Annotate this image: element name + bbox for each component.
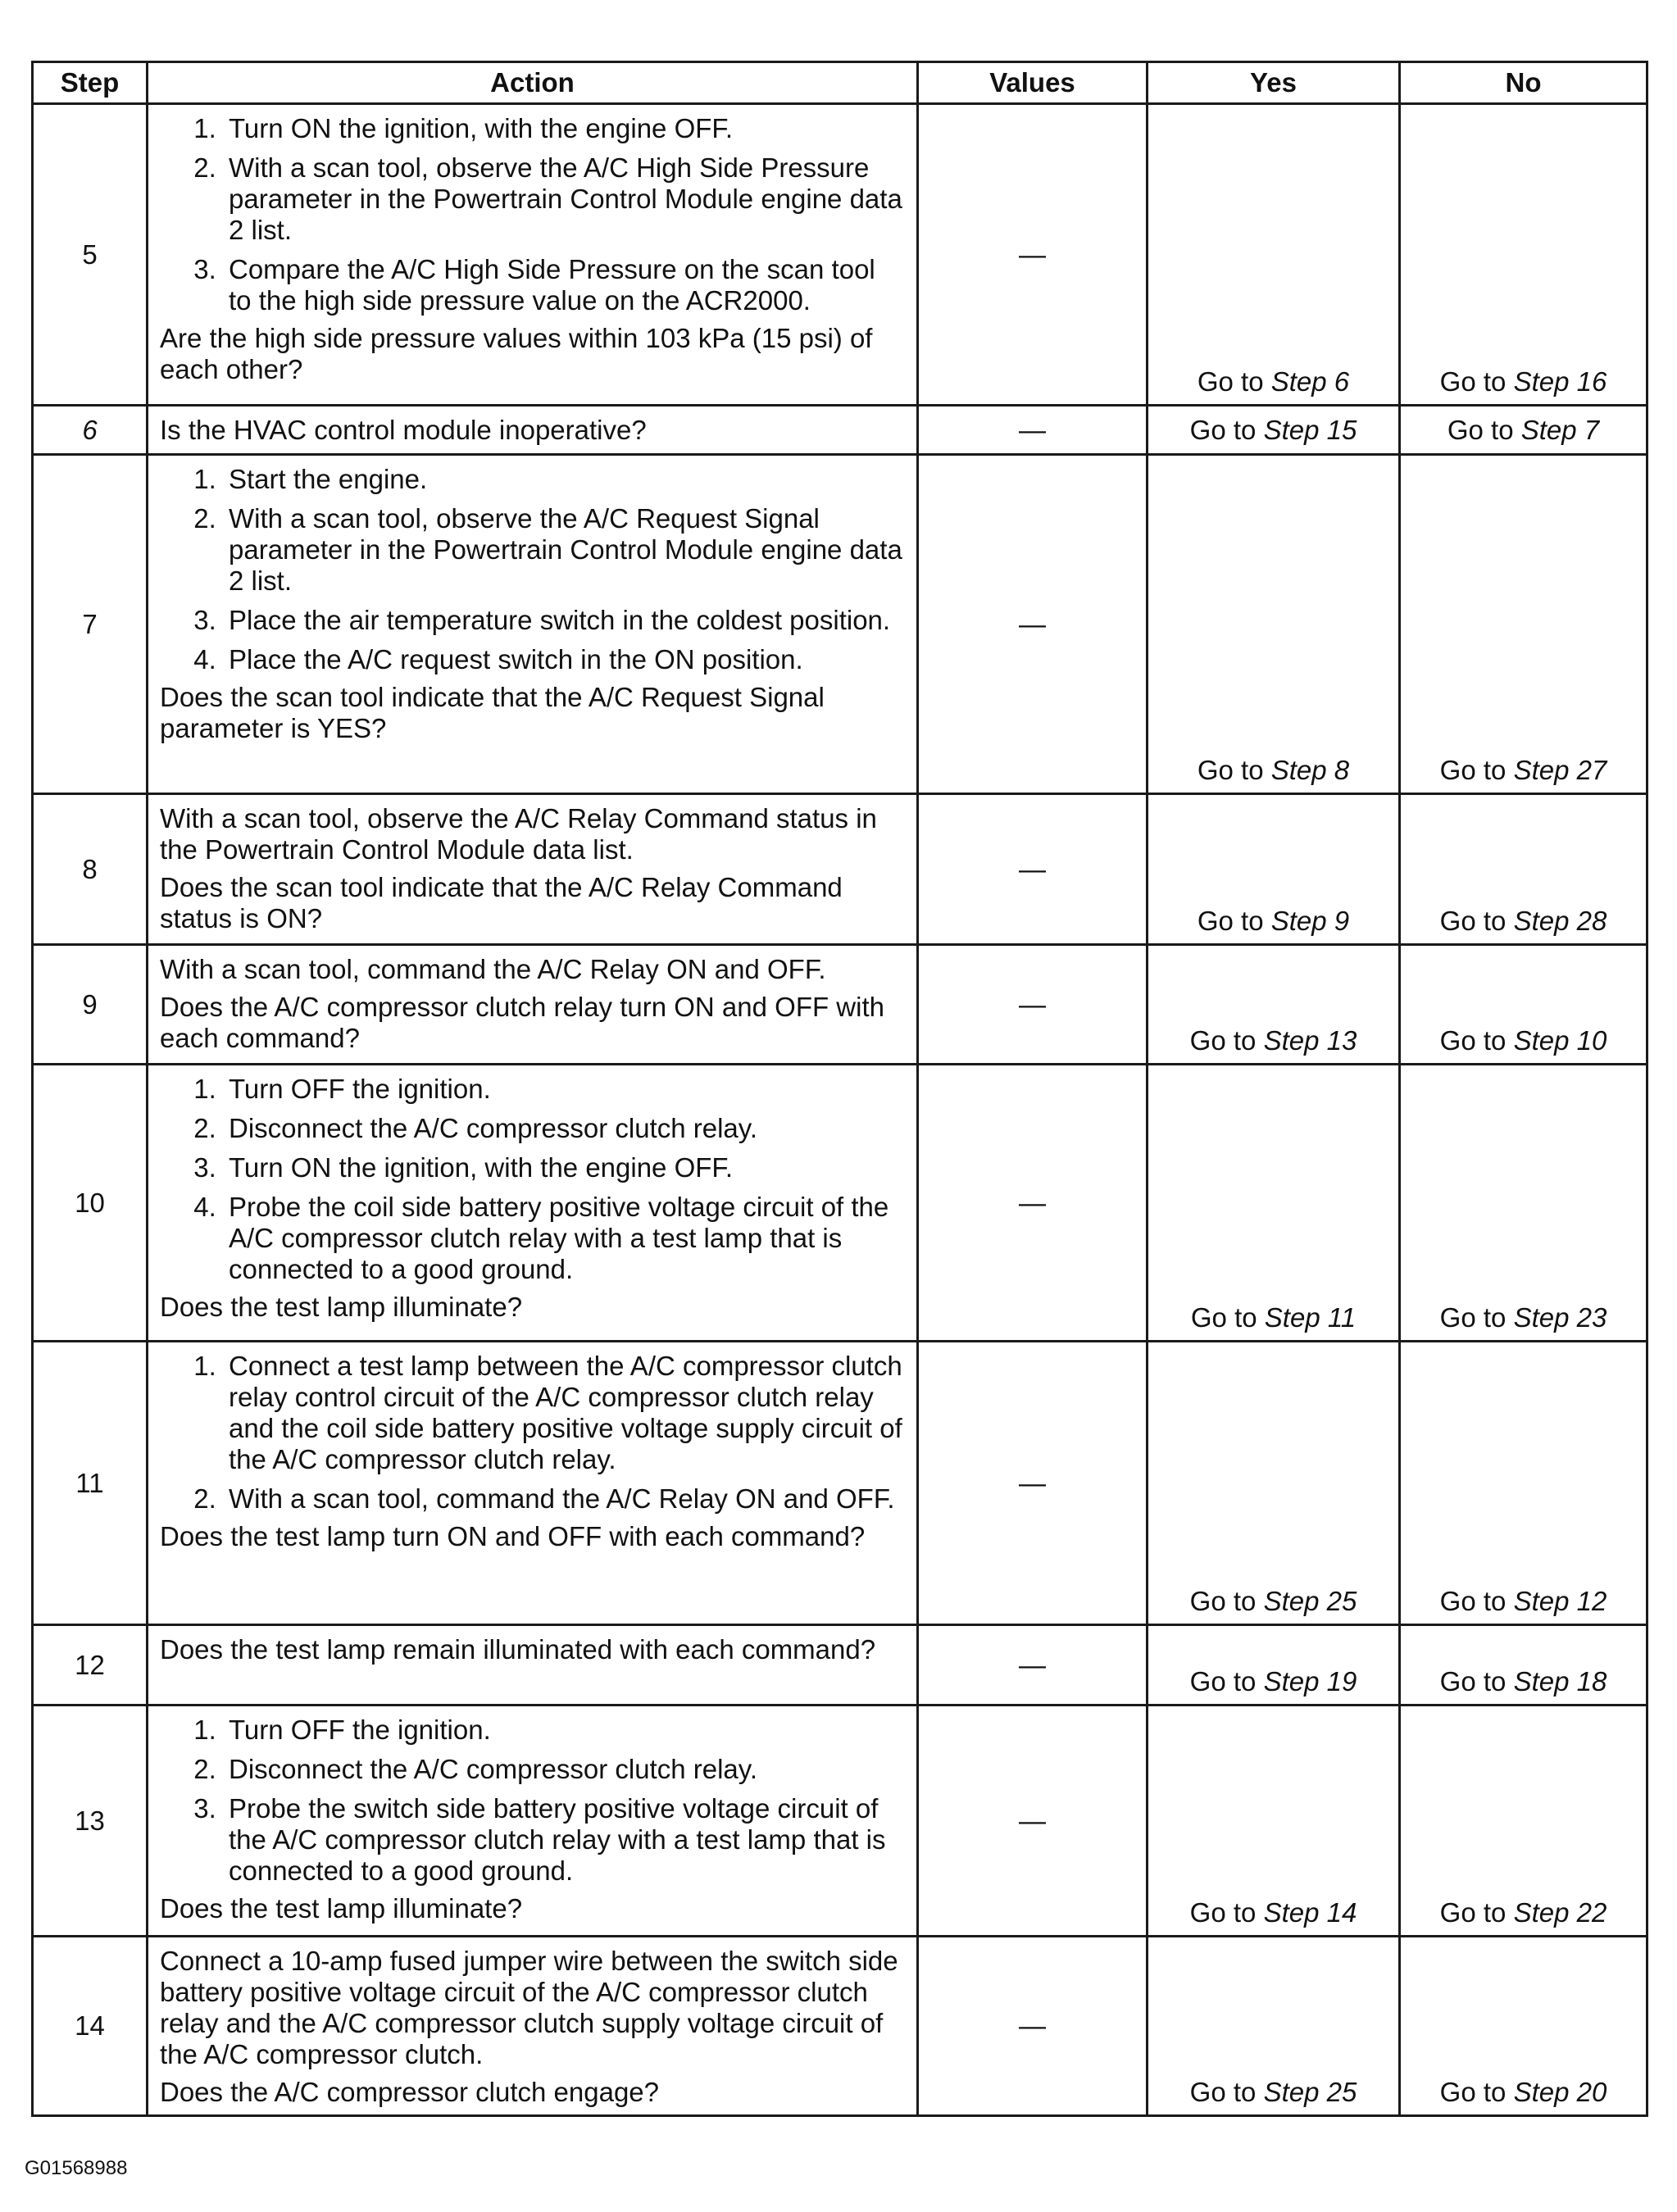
action-steps bbox=[160, 1715, 905, 1887]
goto-prefix: Go to bbox=[1439, 366, 1514, 397]
table-row bbox=[33, 794, 1647, 945]
action-cell bbox=[148, 1706, 918, 1937]
figure-code: G01568988 bbox=[25, 2157, 128, 2179]
action-cell bbox=[148, 1625, 918, 1706]
values-cell: — bbox=[918, 1706, 1148, 1937]
values-cell: — bbox=[918, 945, 1148, 1065]
step-number: 7 bbox=[33, 455, 148, 794]
goto-prefix: Go to bbox=[1439, 1897, 1514, 1928]
action-step-item: 2. With a scan tool, command the A/C Relay ON and OFF. bbox=[224, 1483, 905, 1515]
table-row bbox=[33, 1706, 1647, 1937]
goto-step-link[interactable]: Step 28 bbox=[1513, 906, 1607, 936]
yes-cell bbox=[1148, 455, 1400, 794]
no-cell bbox=[1400, 945, 1647, 1065]
action-step-item: 1. Turn OFF the ignition. bbox=[224, 1074, 905, 1105]
values-cell: — bbox=[918, 1937, 1148, 2116]
goto-prefix: Go to bbox=[1189, 1666, 1264, 1696]
values-cell: — bbox=[918, 455, 1148, 794]
goto-step-link[interactable]: Step 13 bbox=[1263, 1025, 1357, 1056]
action-step-item: 2. With a scan tool, observe the A/C Request Signal parameter in the Powertrain Control Module engine data 2 list. bbox=[224, 503, 905, 597]
step-number: 12 bbox=[33, 1625, 148, 1706]
step-number: 11 bbox=[33, 1342, 148, 1625]
yes-cell bbox=[1148, 794, 1400, 945]
goto-step-link[interactable]: Step 7 bbox=[1520, 415, 1600, 445]
no-cell bbox=[1400, 1937, 1647, 2116]
action-question: Does the scan tool indicate that the A/C Relay Command status is ON? bbox=[160, 872, 843, 933]
step-number: 10 bbox=[33, 1065, 148, 1342]
goto-prefix: Go to bbox=[1189, 2077, 1264, 2107]
goto-prefix: Go to bbox=[1189, 415, 1264, 445]
table-row bbox=[33, 1625, 1647, 1706]
no-cell bbox=[1400, 455, 1647, 794]
goto-step-link[interactable]: Step 23 bbox=[1513, 1302, 1607, 1333]
goto-step-link[interactable]: Step 15 bbox=[1263, 415, 1357, 445]
no-cell bbox=[1400, 1706, 1647, 1937]
goto-step-link[interactable]: Step 9 bbox=[1270, 906, 1350, 936]
no-cell bbox=[1400, 406, 1647, 455]
action-step-item: 2. With a scan tool, observe the A/C High Side Pressure parameter in the Powertrain Control Module engine data 2 list. bbox=[224, 152, 905, 246]
action-cell bbox=[148, 406, 918, 455]
goto-prefix: Go to bbox=[1189, 1025, 1264, 1056]
values-cell: — bbox=[918, 1342, 1148, 1625]
goto-step-link[interactable]: Step 12 bbox=[1513, 1586, 1607, 1616]
action-step-item: 4. Place the A/C request switch in the ON position. bbox=[224, 644, 905, 675]
table-row bbox=[33, 104, 1647, 406]
action-question: Does the test lamp turn ON and OFF with each command? bbox=[160, 1521, 866, 1551]
action-step-item: 3. Compare the A/C High Side Pressure on the scan tool to the high side pressure value on the ACR2000. bbox=[224, 254, 905, 316]
goto-prefix: Go to bbox=[1197, 755, 1271, 785]
action-step-item: 3. Place the air temperature switch in the coldest position. bbox=[224, 605, 905, 636]
step-number: 13 bbox=[33, 1706, 148, 1937]
goto-step-link[interactable]: Step 11 bbox=[1264, 1302, 1357, 1333]
action-steps bbox=[160, 1074, 905, 1285]
action-cell bbox=[148, 1342, 918, 1625]
table-row bbox=[33, 1065, 1647, 1342]
action-step-item: 1. Turn OFF the ignition. bbox=[224, 1715, 905, 1746]
goto-step-link[interactable]: Step 22 bbox=[1513, 1897, 1607, 1928]
goto-prefix: Go to bbox=[1189, 1897, 1264, 1928]
action-question: Is the HVAC control module inoperative? bbox=[160, 414, 647, 445]
action-step-item: 3. Turn ON the ignition, with the engine OFF. bbox=[224, 1152, 905, 1183]
header-step: Step bbox=[33, 62, 148, 104]
goto-prefix: Go to bbox=[1189, 1586, 1264, 1616]
header-no: No bbox=[1400, 62, 1647, 104]
table-row bbox=[33, 945, 1647, 1065]
goto-step-link[interactable]: Step 25 bbox=[1263, 2077, 1357, 2107]
action-step-item: 2. Disconnect the A/C compressor clutch relay. bbox=[224, 1754, 905, 1785]
no-cell bbox=[1400, 104, 1647, 406]
yes-cell bbox=[1148, 406, 1400, 455]
header-yes: Yes bbox=[1148, 62, 1400, 104]
diagnostic-table-container bbox=[31, 61, 1646, 2117]
action-question: Does the A/C compressor clutch engage? bbox=[160, 2077, 660, 2107]
table-row bbox=[33, 455, 1647, 794]
yes-cell bbox=[1148, 1706, 1400, 1937]
action-question: Does the A/C compressor clutch relay turn ON and OFF with each command? bbox=[160, 992, 884, 1053]
goto-prefix: Go to bbox=[1439, 1025, 1514, 1056]
yes-cell bbox=[1148, 1937, 1400, 2116]
yes-cell bbox=[1148, 1625, 1400, 1706]
table-row bbox=[33, 406, 1647, 455]
action-cell bbox=[148, 945, 918, 1065]
step-number: 14 bbox=[33, 1937, 148, 2116]
goto-prefix: Go to bbox=[1439, 2077, 1514, 2107]
action-cell bbox=[148, 794, 918, 945]
no-cell bbox=[1400, 1065, 1647, 1342]
table-row bbox=[33, 1342, 1647, 1625]
goto-step-link[interactable]: Step 6 bbox=[1270, 366, 1350, 397]
step-number: 9 bbox=[33, 945, 148, 1065]
action-steps bbox=[160, 113, 905, 316]
goto-step-link[interactable]: Step 27 bbox=[1513, 755, 1607, 785]
goto-step-link[interactable]: Step 25 bbox=[1263, 1586, 1357, 1616]
goto-step-link[interactable]: Step 20 bbox=[1513, 2077, 1607, 2107]
action-question: Does the scan tool indicate that the A/C Request Signal parameter is YES? bbox=[160, 682, 825, 743]
goto-step-link[interactable]: Step 19 bbox=[1263, 1666, 1357, 1696]
no-cell bbox=[1400, 1342, 1647, 1625]
values-cell: — bbox=[918, 794, 1148, 945]
action-question: Does the test lamp remain illuminated with each command? bbox=[160, 1634, 876, 1665]
action-question: Does the test lamp illuminate? bbox=[160, 1893, 523, 1924]
table-row bbox=[33, 1937, 1647, 2116]
action-step-item: 2. Disconnect the A/C compressor clutch relay. bbox=[224, 1113, 905, 1144]
yes-cell bbox=[1148, 104, 1400, 406]
goto-prefix: Go to bbox=[1439, 1666, 1514, 1696]
goto-step-link[interactable]: Step 8 bbox=[1270, 755, 1350, 785]
no-cell bbox=[1400, 794, 1647, 945]
values-cell: — bbox=[918, 1625, 1148, 1706]
diagnostic-table bbox=[31, 61, 1648, 2117]
goto-prefix: Go to bbox=[1197, 906, 1271, 936]
action-question: Are the high side pressure values within 103 kPa (15 psi) of each other? bbox=[160, 323, 873, 384]
action-text: Connect a 10-amp fused jumper wire between the switch side battery positive voltage circuit of the A/C compressor clutch relay and the A/C compressor clutch supply voltage circuit of the A/C compressor clutch. bbox=[160, 1946, 898, 2069]
action-text: With a scan tool, observe the A/C Relay Command status in the Powertrain Control Module data list. bbox=[160, 803, 877, 865]
goto-prefix: Go to bbox=[1439, 755, 1514, 785]
goto-prefix: Go to bbox=[1439, 906, 1514, 936]
yes-cell bbox=[1148, 1342, 1400, 1625]
action-question: Does the test lamp illuminate? bbox=[160, 1292, 523, 1322]
header-action: Action bbox=[148, 62, 918, 104]
goto-prefix: Go to bbox=[1439, 1586, 1514, 1616]
action-step-item: 1. Turn ON the ignition, with the engine OFF. bbox=[224, 113, 905, 144]
step-number: 5 bbox=[33, 104, 148, 406]
action-text: With a scan tool, command the A/C Relay ON and OFF. bbox=[160, 954, 826, 984]
action-cell bbox=[148, 1065, 918, 1342]
values-cell: — bbox=[918, 1065, 1148, 1342]
yes-cell bbox=[1148, 945, 1400, 1065]
action-step-item: 1. Connect a test lamp between the A/C compressor clutch relay control circuit of the A/C compressor clutch relay and the coil side battery positive voltage supply circuit of the A/C compressor clutch relay. bbox=[224, 1351, 905, 1475]
goto-prefix: Go to bbox=[1447, 415, 1521, 445]
action-cell bbox=[148, 455, 918, 794]
yes-cell bbox=[1148, 1065, 1400, 1342]
goto-prefix: Go to bbox=[1197, 366, 1271, 397]
action-step-item: 4. Probe the coil side battery positive voltage circuit of the A/C compressor clutch relay with a test lamp that is connected to a good ground. bbox=[224, 1192, 905, 1285]
goto-step-link[interactable]: Step 18 bbox=[1513, 1666, 1607, 1696]
action-steps bbox=[160, 1351, 905, 1515]
goto-prefix: Go to bbox=[1190, 1302, 1265, 1333]
values-cell: — bbox=[918, 406, 1148, 455]
step-number: 6 bbox=[33, 406, 148, 455]
action-step-item: 3. Probe the switch side battery positive voltage circuit of the A/C compressor clutch relay with a test lamp that is connected to a good ground. bbox=[224, 1793, 905, 1887]
header-row bbox=[33, 62, 1647, 104]
values-cell: — bbox=[918, 104, 1148, 406]
header-values: Values bbox=[918, 62, 1148, 104]
action-steps bbox=[160, 464, 905, 675]
action-step-item: 1. Start the engine. bbox=[224, 464, 905, 495]
goto-prefix: Go to bbox=[1439, 1302, 1514, 1333]
no-cell bbox=[1400, 1625, 1647, 1706]
goto-step-link[interactable]: Step 16 bbox=[1513, 366, 1607, 397]
goto-step-link[interactable]: Step 14 bbox=[1263, 1897, 1357, 1928]
action-cell bbox=[148, 1937, 918, 2116]
goto-step-link[interactable]: Step 10 bbox=[1513, 1025, 1607, 1056]
action-cell bbox=[148, 104, 918, 406]
step-number: 8 bbox=[33, 794, 148, 945]
